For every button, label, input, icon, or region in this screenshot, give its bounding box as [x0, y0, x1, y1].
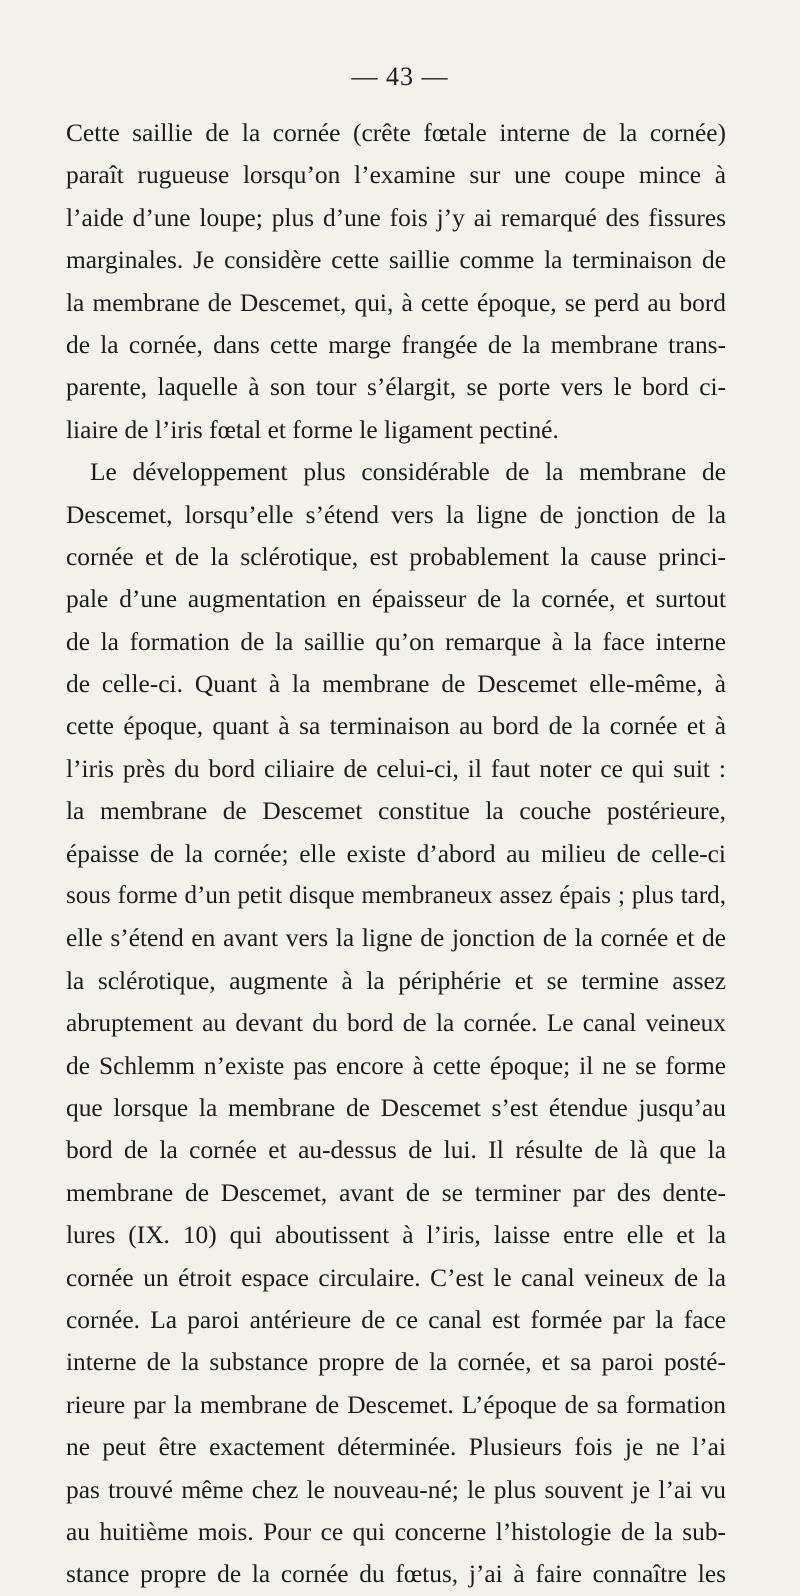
text-line: stance propre de la cornée du fœtus, j’ai à faire connaître les: [66, 1560, 726, 1589]
text-line: la sclérotique, augmente à la périphérie et se termine assez: [66, 966, 726, 995]
text-line: pas trouvé même chez le nouveau-né; le plus souvent je l’ai vu: [66, 1475, 726, 1504]
text-line: liaire de l’iris fœtal et forme le ligament pectiné.: [66, 415, 559, 444]
text-line: au huitième mois. Pour ce qui concerne l’histologie de la sub-: [66, 1517, 726, 1546]
text-line: l’iris près du bord ciliaire de celui-ci, il faut noter ce qui suit :: [66, 754, 726, 783]
text-line: cornée un étroit espace circulaire. C’est le canal veineux de la: [66, 1263, 726, 1292]
text-line: épaisse de la cornée; elle existe d’abord au milieu de celle-ci: [66, 839, 726, 868]
text-line: l’aide d’une loupe; plus d’une fois j’y ai remarqué des fissures: [66, 203, 726, 232]
text-line: parente, laquelle à son tour s’élargit, se porte vers le bord ci-: [66, 373, 726, 402]
text-line: abruptement au devant du bord de la cornée. Le canal veineux: [66, 1009, 726, 1038]
text-line: elle s’étend en avant vers la ligne de jonction de la cornée et de: [66, 924, 726, 953]
text-line: bord de la cornée et au-dessus de lui. Il résulte de là que la: [66, 1136, 726, 1165]
text-line: lures (IX. 10) qui aboutissent à l’iris, laisse entre elle et la: [66, 1221, 726, 1250]
text-line: que lorsque la membrane de Descemet s’est étendue jusqu’au: [66, 1093, 726, 1122]
text-line: pale d’une augmentation en épaisseur de la cornée, et surtout: [66, 585, 726, 614]
text-line: marginales. Je considère cette saillie comme la terminaison de: [66, 246, 726, 275]
text-line: la membrane de Descemet constitue la couche postérieure,: [66, 797, 726, 826]
text-line: paraît rugueuse lorsqu’on l’examine sur une coupe mince à: [66, 161, 726, 190]
text-line: ne peut être exactement déterminée. Plusieurs fois je ne l’ai: [66, 1433, 726, 1462]
page-number: — 43 —: [351, 62, 449, 91]
text-line: la membrane de Descemet, qui, à cette époque, se perd au bord: [66, 288, 726, 317]
text-line: Cette saillie de la cornée (crête fœtale interne de la cornée): [66, 119, 726, 147]
text-line: Descemet, lorsqu’elle s’étend vers la ligne de jonction de la: [66, 500, 726, 529]
text-line: sous forme d’un petit disque membraneux assez épais ; plus tard,: [66, 882, 726, 910]
body-text: [66, 112, 726, 1596]
text-line: de la formation de la saillie qu’on remarque à la face interne: [66, 627, 726, 656]
text-line: cette époque, quant à sa terminaison au bord de la cornée et à: [66, 712, 726, 741]
text-line: de la cornée, dans cette marge frangée de la membrane trans-: [66, 330, 726, 359]
paragraph-start-line: Le développement plus considérable de la membrane de: [90, 458, 726, 487]
text-line: de celle-ci. Quant à la membrane de Descemet elle-même, à: [66, 670, 726, 699]
text-line: rieure par la membrane de Descemet. L’époque de sa formation: [66, 1390, 726, 1419]
text-line: cornée. La paroi antérieure de ce canal est formée par la face: [66, 1305, 726, 1334]
text-line: membrane de Descemet, avant de se terminer par des dente-: [66, 1178, 726, 1207]
text-line: de Schlemm n’existe pas encore à cette époque; il ne se forme: [66, 1051, 726, 1080]
text-line: interne de la substance propre de la cornée, et sa paroi posté-: [66, 1348, 726, 1377]
text-line: cornée et de la sclérotique, est probablement la cause princi-: [66, 542, 726, 571]
